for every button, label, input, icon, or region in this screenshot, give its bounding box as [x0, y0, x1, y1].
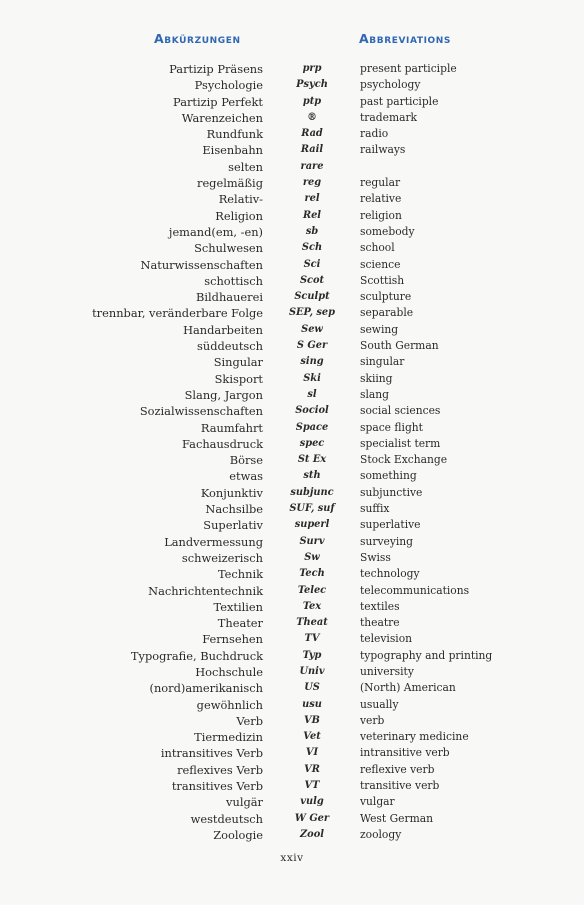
abbreviation-row: [0, 94, 584, 110]
german-term: Börse: [229, 453, 263, 468]
german-term: Singular: [213, 355, 263, 370]
german-term: Textilien: [213, 599, 263, 614]
german-term: jemand(em, -en): [168, 224, 263, 239]
english-term: Swiss: [360, 550, 391, 564]
abbreviation: vulg: [300, 796, 324, 808]
english-term: sculpture: [360, 290, 412, 304]
abbreviation-row: [0, 452, 584, 468]
english-term: superlative: [360, 518, 421, 532]
german-term: Sozialwissenschaften: [139, 404, 263, 419]
english-term: sewing: [360, 322, 399, 336]
english-term: present participle: [360, 62, 457, 75]
abbreviation-row: [0, 387, 584, 403]
abbreviation-row: [0, 371, 584, 387]
english-term: something: [360, 469, 417, 483]
abbreviation-row: [0, 550, 584, 566]
abbreviation: SEP, sep: [288, 307, 336, 319]
english-term: trademark: [360, 110, 418, 124]
abbreviation-row: [0, 811, 584, 827]
abbreviation-row: [0, 664, 584, 680]
german-term: Fachausdruck: [182, 436, 263, 451]
abbreviation: St Ex: [297, 454, 327, 466]
german-term: Psychologie: [194, 78, 263, 93]
abbreviation-row: [0, 110, 584, 126]
german-term: schweizerisch: [181, 550, 263, 565]
abbreviation: sth: [303, 470, 321, 482]
abbreviation-list: [0, 61, 584, 843]
english-term: suffix: [360, 502, 390, 516]
abbreviation-row: [0, 126, 584, 142]
german-term: Partizip Perfekt: [173, 94, 263, 109]
english-term: space flight: [360, 420, 423, 434]
abbreviation: sl: [307, 388, 317, 400]
abbreviation-row: [0, 208, 584, 224]
abbreviation-row: [0, 159, 584, 175]
german-term: Tiermedizin: [194, 730, 263, 745]
english-term: regular: [360, 176, 401, 190]
german-column-heading: Abkürzungen: [154, 31, 241, 46]
english-term: vulgar: [360, 795, 395, 809]
english-term: surveying: [360, 534, 414, 548]
english-term: specialist term: [360, 436, 441, 450]
german-term: gewöhnlich: [196, 697, 263, 712]
abbreviation-row: [0, 713, 584, 729]
english-column-heading: Abbreviations: [359, 31, 452, 46]
abbreviation-row: [0, 420, 584, 436]
abbreviation: VR: [304, 763, 320, 775]
english-term: psychology: [360, 78, 421, 92]
english-term: Scottish: [360, 273, 405, 287]
german-term: transitives Verb: [171, 779, 263, 794]
abbreviation: superl: [294, 519, 330, 531]
english-term: religion: [360, 208, 402, 222]
abbreviation: Surv: [299, 535, 325, 547]
abbreviation: Ski: [303, 372, 321, 384]
german-term: Rundfunk: [206, 127, 263, 142]
english-term: singular: [360, 355, 405, 369]
german-term: Religion: [215, 208, 263, 223]
german-term: vulgär: [226, 795, 263, 810]
abbreviation-row: [0, 77, 584, 93]
abbreviation-row: [0, 729, 584, 745]
abbreviation-row: [0, 354, 584, 370]
abbreviation-row: [0, 61, 584, 77]
english-term: (North) American: [360, 681, 456, 695]
english-term: science: [360, 257, 401, 271]
german-term: selten: [228, 159, 263, 174]
english-term: social sciences: [360, 404, 441, 418]
german-term: Konjunktiv: [200, 485, 263, 500]
abbreviation: Psych: [296, 79, 328, 91]
english-term: separable: [360, 306, 414, 320]
abbreviation-row: [0, 322, 584, 338]
german-term: intransitives Verb: [160, 746, 263, 761]
abbreviation-row: [0, 436, 584, 452]
english-term: veterinary medicine: [360, 730, 469, 744]
german-term: trennbar, veränderbare Folge: [92, 306, 263, 321]
abbreviation-row: [0, 305, 584, 321]
abbreviation-row: [0, 501, 584, 517]
abbreviation: US: [304, 682, 320, 694]
abbreviation-row: [0, 827, 584, 843]
german-term: Landvermessung: [164, 534, 263, 549]
german-term: Bildhauerei: [196, 290, 263, 305]
abbreviation: VB: [304, 714, 320, 726]
german-term: Theater: [217, 616, 263, 631]
abbreviation: VT: [304, 780, 320, 792]
german-term: Fernsehen: [202, 632, 263, 647]
english-term: past participle: [360, 94, 439, 108]
abbreviation-row: [0, 534, 584, 550]
english-term: reflexive verb: [360, 762, 435, 776]
abbreviation-row: [0, 631, 584, 647]
abbreviation: Sculpt: [294, 291, 330, 303]
english-term: relative: [360, 192, 402, 206]
german-term: Slang, Jargon: [184, 387, 263, 402]
english-term: South German: [360, 339, 439, 353]
english-term: Stock Exchange: [360, 453, 448, 467]
abbreviation: S Ger: [296, 340, 328, 352]
abbreviation-row: [0, 517, 584, 533]
english-term: radio: [360, 127, 389, 141]
german-term: (nord)amerikanisch: [149, 681, 263, 696]
abbreviation: Univ: [299, 665, 325, 677]
abbreviation: VI: [305, 747, 319, 759]
english-term: typography and printing: [360, 648, 493, 662]
abbreviation: Sociol: [295, 405, 329, 417]
english-term: intransitive verb: [360, 746, 450, 760]
english-term: verb: [360, 713, 385, 727]
abbreviation-row: [0, 191, 584, 207]
german-term: Nachrichtentechnik: [148, 583, 263, 598]
abbreviation: Theat: [296, 617, 328, 629]
german-term: schottisch: [204, 273, 263, 288]
abbreviation-row: [0, 778, 584, 794]
german-term: Superlativ: [203, 518, 263, 533]
abbreviation: Zool: [300, 828, 324, 840]
abbreviation-row: [0, 338, 584, 354]
german-term: Verb: [236, 713, 263, 728]
abbreviation-row: [0, 794, 584, 810]
english-term: slang: [360, 387, 389, 401]
german-term: Skisport: [214, 371, 263, 386]
german-term: Zoologie: [213, 827, 263, 842]
abbreviation-row: [0, 745, 584, 761]
english-term: skiing: [360, 371, 393, 385]
abbreviation: Tex: [302, 600, 322, 612]
english-term: usually: [360, 697, 399, 711]
abbreviation-row: [0, 240, 584, 256]
german-term: Naturwissenschaften: [140, 257, 263, 272]
abbreviation-row: [0, 583, 584, 599]
abbreviation: sing: [300, 356, 324, 368]
abbreviation-row: [0, 273, 584, 289]
english-term: railways: [360, 143, 406, 157]
english-term: subjunctive: [360, 485, 423, 499]
english-term: transitive verb: [360, 779, 440, 793]
abbreviation: Telec: [297, 584, 327, 596]
english-term: television: [360, 632, 413, 646]
abbreviation-row: [0, 175, 584, 191]
german-term: süddeutsch: [197, 339, 263, 354]
abbreviation-row: [0, 680, 584, 696]
abbreviation: TV: [304, 633, 320, 645]
abbreviation-row: [0, 403, 584, 419]
german-term: Relativ-: [218, 192, 263, 207]
abbreviation-row: [0, 257, 584, 273]
abbreviation-row: [0, 142, 584, 158]
abbreviation: ptp: [302, 95, 322, 107]
abbreviation: Sch: [301, 242, 323, 254]
abbreviation-row: [0, 468, 584, 484]
abbreviation-row: [0, 599, 584, 615]
abbreviation: sb: [305, 225, 319, 237]
german-term: Nachsilbe: [205, 502, 263, 517]
german-term: westdeutsch: [190, 811, 263, 826]
english-term: telecommunications: [360, 583, 470, 597]
english-term: zoology: [360, 827, 402, 841]
abbreviation: reg: [302, 177, 322, 189]
abbreviation-row: [0, 648, 584, 664]
english-term: somebody: [360, 224, 415, 238]
abbreviation: Sw: [304, 551, 320, 563]
german-term: Warenzeichen: [181, 110, 263, 125]
abbreviation: SUF, suf: [289, 503, 335, 515]
german-term: Technik: [217, 567, 263, 582]
german-term: Typografie, Buchdruck: [130, 648, 263, 663]
german-term: Partizip Präsens: [169, 62, 263, 76]
abbreviation-row: [0, 289, 584, 305]
german-term: Hochschule: [195, 664, 263, 679]
abbreviation: Space: [295, 421, 329, 433]
abbreviation-row: [0, 615, 584, 631]
english-term: theatre: [360, 616, 400, 630]
english-term: university: [360, 664, 414, 678]
abbreviation: Rel: [302, 209, 322, 221]
abbreviation: Typ: [302, 649, 322, 661]
abbreviation: rel: [304, 193, 320, 205]
page-number: xxiv: [280, 852, 304, 864]
abbreviation: Rad: [301, 128, 323, 140]
abbreviation: prp: [302, 63, 322, 74]
abbreviation: Scot: [299, 274, 325, 286]
abbreviation: ®: [307, 111, 317, 123]
abbreviation: usu: [302, 698, 322, 710]
german-term: etwas: [229, 469, 263, 484]
abbreviation: subjunc: [290, 486, 334, 498]
abbreviation: spec: [299, 437, 325, 449]
abbreviation: Tech: [299, 568, 325, 580]
english-term: textiles: [360, 599, 400, 613]
english-term: school: [360, 241, 395, 255]
abbreviation: W Ger: [294, 812, 330, 824]
german-term: regelmäßig: [197, 176, 263, 191]
german-term: Raumfahrt: [200, 420, 263, 435]
german-term: reflexives Verb: [177, 762, 263, 777]
abbreviation: Sew: [301, 323, 323, 335]
abbreviation: Rail: [300, 144, 324, 156]
german-term: Schulwesen: [194, 241, 263, 256]
abbreviation-row: [0, 224, 584, 240]
abbreviation-row: [0, 697, 584, 713]
abbreviation: Sci: [303, 258, 321, 270]
abbreviation-row: [0, 566, 584, 582]
english-term: West German: [360, 811, 433, 825]
abbreviation: rare: [300, 160, 324, 172]
german-term: Handarbeiten: [183, 322, 263, 337]
abbreviation-row: [0, 485, 584, 501]
abbreviation: Vet: [303, 731, 321, 743]
german-term: Eisenbahn: [202, 143, 263, 158]
english-term: technology: [360, 567, 420, 581]
abbreviation-row: [0, 762, 584, 778]
